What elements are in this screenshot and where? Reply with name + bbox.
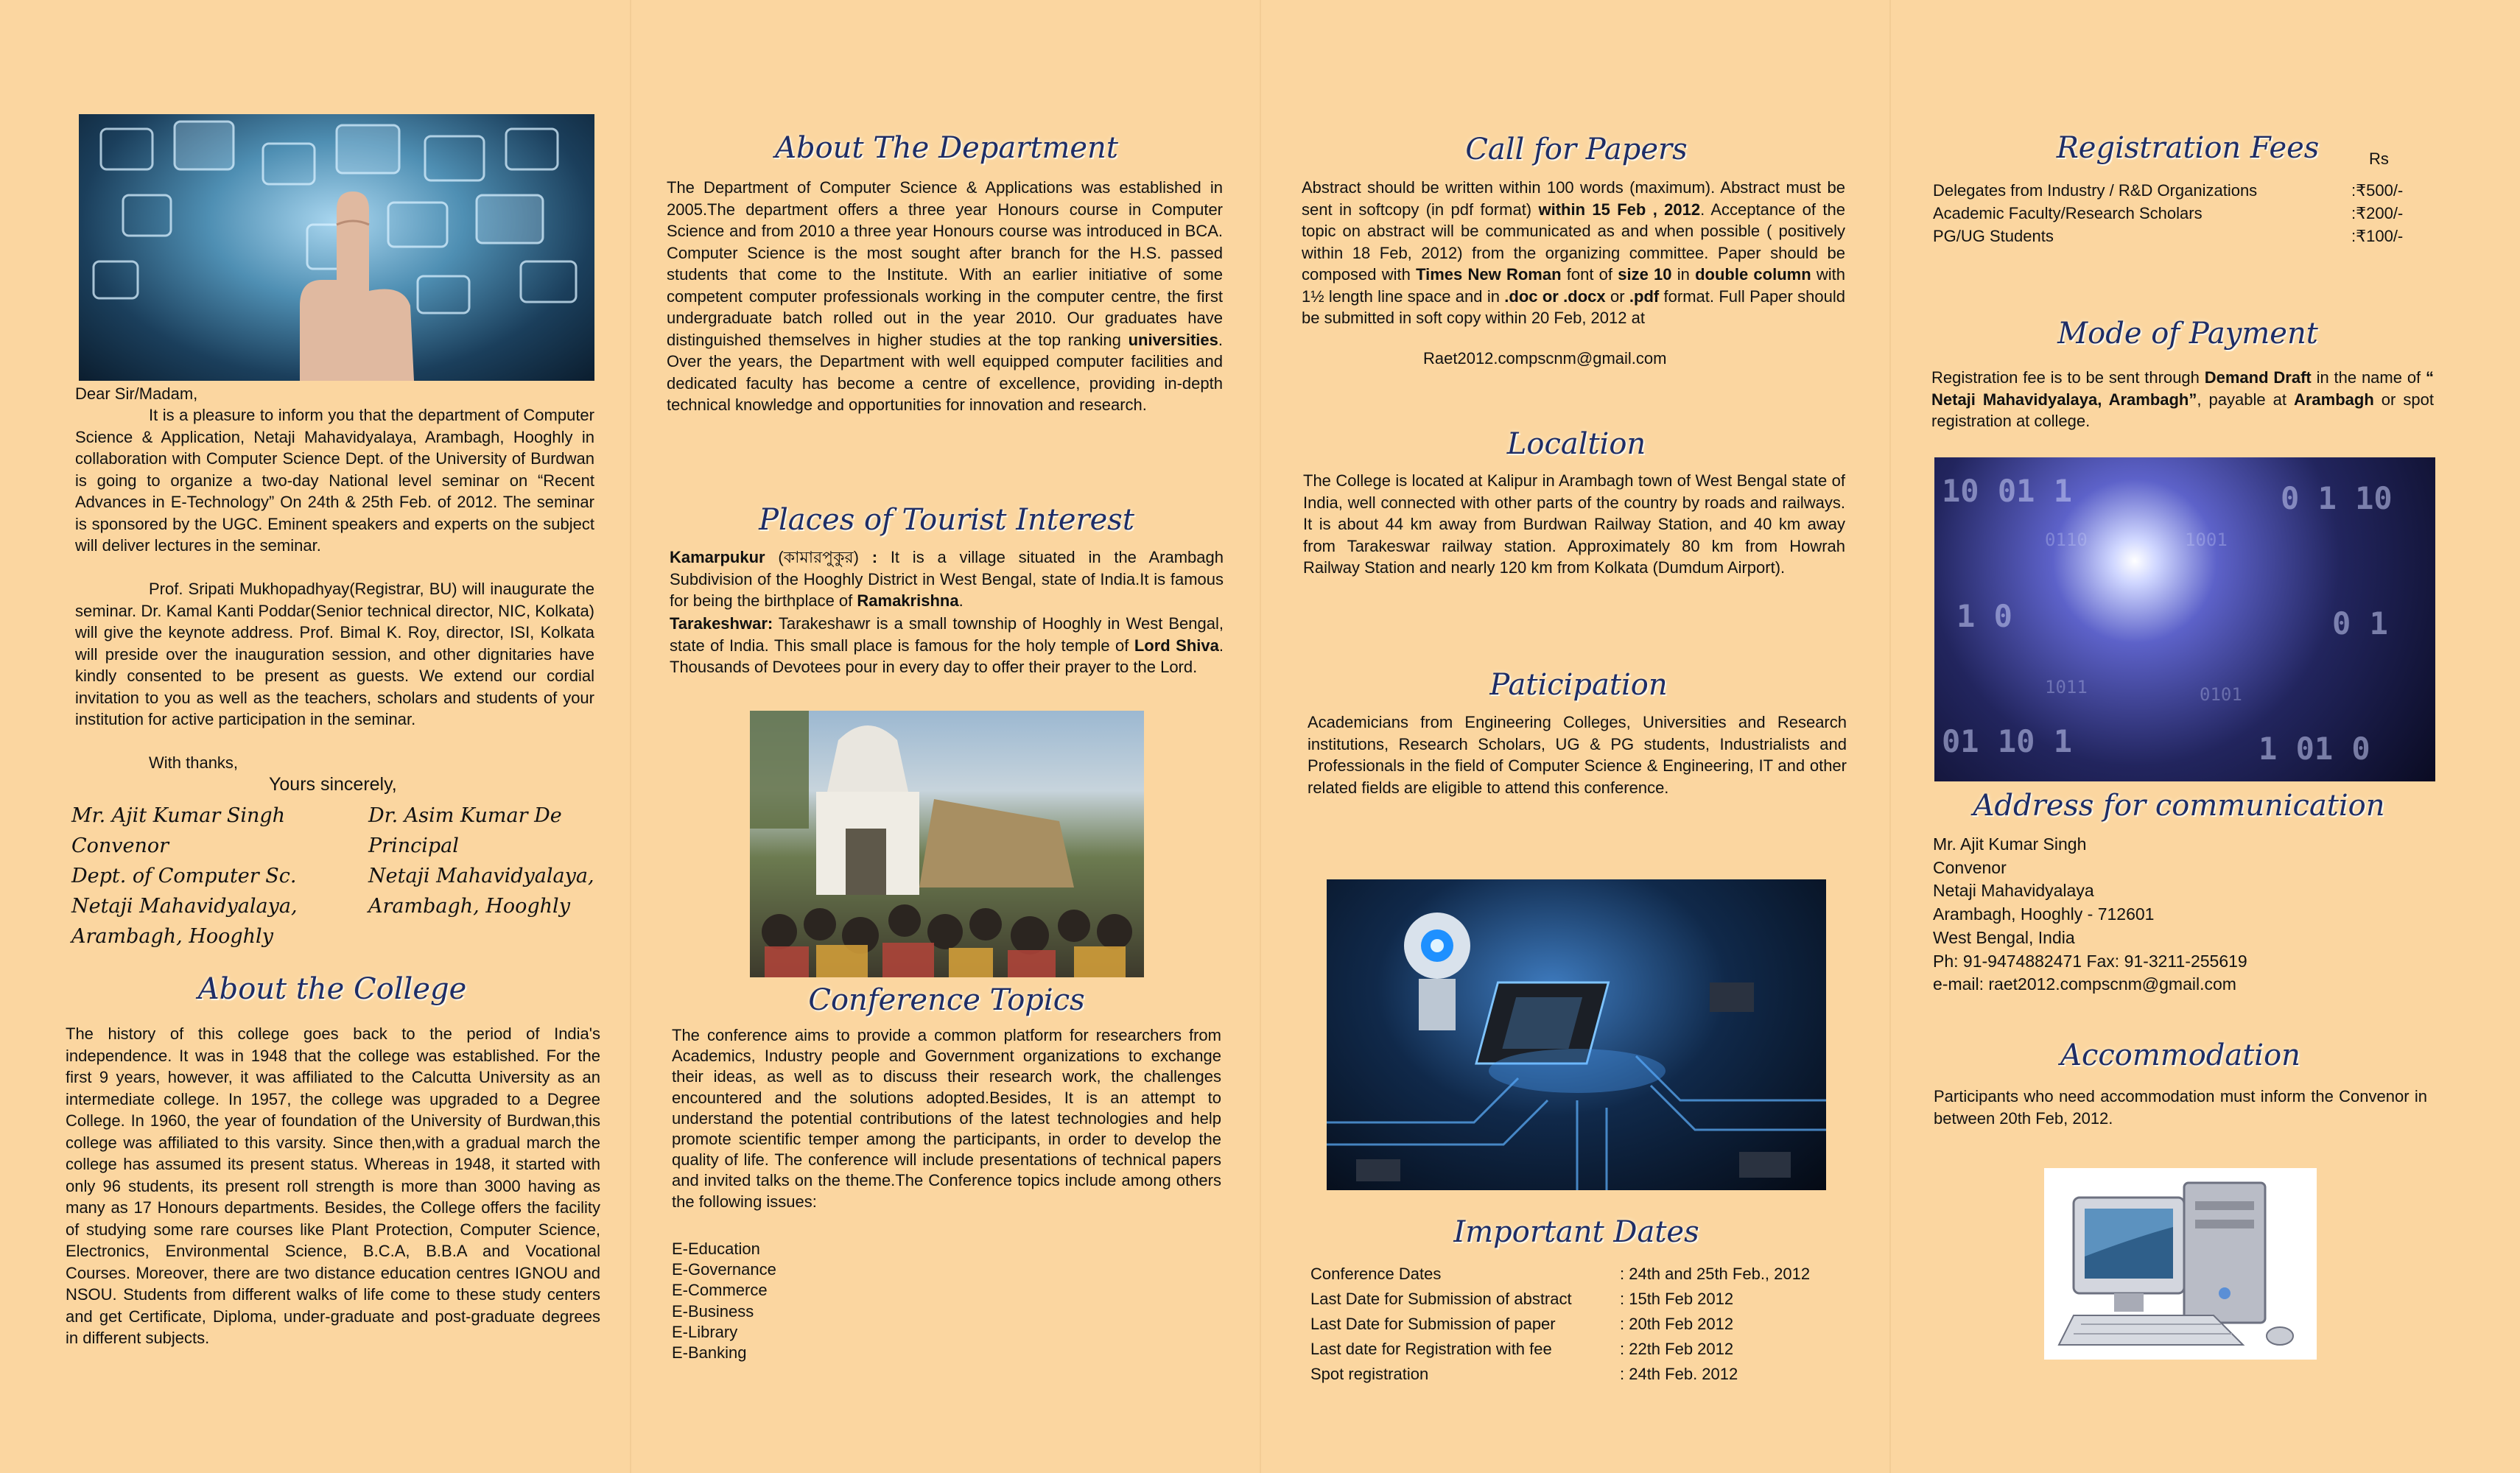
sig-right-name: Dr. Asim Kumar De	[368, 804, 562, 827]
topic-item: E-Education	[672, 1240, 760, 1258]
letter-closing: Yours sincerely,	[269, 774, 397, 795]
location-text: The College is located at Kalipur in Arambagh town of West Bengal state of India, well connected with other parts of the country by roads and railways. It is about 44 km away from Burdwan Railway Station, and 40 km away from Tarakeswar railway station. Approximately 80 km from Howrah Railway Station and nearly 120 km from Kolkata (Dumdum Airport).	[1303, 471, 1845, 577]
svg-text:01 10 1: 01 10 1	[1942, 723, 2073, 759]
signature-convenor	[71, 801, 366, 952]
address-line: Mr. Ajit Kumar Singh	[1933, 834, 2087, 854]
topic-item: E-Commerce	[672, 1281, 768, 1300]
sig-right-college: Netaji Mahavidyalaya,	[368, 865, 594, 887]
date-row-value: : 24th Feb. 2012	[1620, 1365, 1738, 1383]
papers-b1: within 15 Feb , 2012	[1538, 200, 1701, 219]
address-email[interactable]: e-mail: raet2012.compscnm@gmail.com	[1933, 974, 2236, 994]
papers-b2: Times New Roman	[1416, 265, 1562, 284]
department-text-b: . Over the years, the Department with well equipped computer facilities and dedicated faculty has become a centre of excellence, providing in-depth technical knowledge and opportunities for innovation and research.	[667, 330, 1223, 414]
letter-thanks: With thanks,	[149, 753, 239, 772]
sig-left-college: Netaji Mahavidyalaya,	[71, 895, 298, 918]
papers-text	[1302, 177, 1845, 329]
date-row-value: : 22th Feb 2012	[1620, 1340, 1734, 1358]
payment-t1: Registration fee is to be sent through	[1931, 368, 2205, 387]
fold-line	[630, 0, 631, 1473]
payment-t2: in the name of	[2311, 368, 2426, 387]
date-row	[1310, 1340, 1552, 1359]
svg-text:1 01 0: 1 01 0	[2258, 731, 2370, 767]
fee-label: Academic Faculty/Research Scholars	[1933, 204, 2203, 222]
payment-text	[1931, 367, 2434, 432]
date-row	[1310, 1365, 1428, 1384]
location-heading: Localtion	[1506, 427, 1646, 461]
tarakeshwar-body: Tarakeshawr is a small township of Hooghly in West Bengal, state of India. This small place is famous for the holy temple of	[670, 614, 1224, 655]
svg-text:0101: 0101	[2200, 684, 2242, 705]
svg-text:0 1 10: 0 1 10	[2281, 480, 2393, 516]
date-label: Spot registration	[1310, 1365, 1429, 1383]
svg-text:0 1: 0 1	[2332, 605, 2388, 641]
papers-t5: with 1½ length line space and in	[1302, 265, 1845, 306]
sig-left-role: Convenor	[71, 834, 169, 857]
address-heading: Address for communication	[1973, 789, 2385, 823]
svg-text:0110: 0110	[2045, 530, 2088, 550]
date-row-value: : 24th and 25th Feb., 2012	[1620, 1265, 1811, 1283]
svg-text:1011: 1011	[2045, 677, 2088, 697]
svg-text:1001: 1001	[2185, 530, 2228, 550]
svg-text:1 0: 1 0	[1956, 598, 2012, 634]
college-heading: About the College	[197, 972, 467, 1006]
signature-principal	[368, 801, 619, 921]
papers-t6: or	[1605, 286, 1629, 306]
payment-heading: Mode of Payment	[2057, 317, 2318, 351]
kamarpukur-bengali: (কামারপুকুর)	[778, 548, 859, 566]
accommodation-heading: Accommodation	[2060, 1038, 2300, 1072]
letter-greeting: Dear Sir/Madam,	[75, 384, 198, 403]
papers-b6: .pdf	[1629, 286, 1660, 306]
address-line: Convenor	[1933, 857, 2007, 877]
date-row-value: : 20th Feb 2012	[1620, 1315, 1734, 1333]
fold-line	[1260, 0, 1261, 1473]
papers-b3: size 10	[1618, 265, 1672, 284]
topic-item: E-Library	[672, 1322, 738, 1341]
date-label: Last Date for Submission of paper	[1310, 1315, 1556, 1333]
papers-t1: Abstract should be written within 100 words (maximum). Abstract must be sent in softcopy (in pdf format)	[1302, 178, 1845, 219]
college-text: The history of this college goes back to the period of India's independence. It was in 1948 that the college was established. For the first 9 years, however, it was affiliated to the Calcutta University as an intermediate college. In 1957, the college was upgraded to a Degree College. In 1960, the year of foundation of the University of Burdwan,this college was affiliated to this varsity. Since then,with a gradual march the college has assumed its present status. Whereas in 1948, it started with only 96 students, its present roll strength is more than 3000 having as many as 17 Honours departments. Besides, the College offers the facility of studying some rare courses like Plant Protection, Computer Science, Electronics, Environmental Science, B.C.A, B.B.A and Vocational Courses. Moreover, there are two distance education centres IGNOU and NSOU. Students from different walks of life come to these study centers and get Certificate, Diploma, under-graduate and post-graduate degrees in different subjects.	[66, 1024, 600, 1347]
address-line: Ph: 91-9474882471 Fax: 91-3211-255619	[1933, 951, 2247, 971]
tourist-heading: Places of Tourist Interest	[759, 503, 1134, 537]
department-text	[667, 177, 1223, 416]
svg-text:10 01 1: 10 01 1	[1942, 473, 2073, 509]
fee-value: :₹200/-	[2351, 204, 2404, 222]
papers-b4: double column	[1695, 265, 1811, 284]
temple-crowd-photo	[750, 711, 1144, 977]
fold-line	[1889, 0, 1891, 1473]
topic-item: E-Business	[672, 1301, 754, 1321]
letter-paragraph-1: It is a pleasure to inform you that the department of Computer Science & Application, Netaji Mahavidyalaya, Arambagh, Hooghly in collaboration with Computer Science Dept. of the University of Burdwan is going to organize a two-day National level seminar on “Recent Advances in E-Technology” On 24th & 25th Feb. of 2012. The seminar is sponsored by the UGC. Eminent speakers and experts on the subject will deliver lectures in the seminar.	[75, 406, 594, 555]
fee-value: :₹500/-	[2351, 181, 2404, 200]
payment-b3: Arambagh	[2293, 390, 2374, 409]
dates-heading: Important Dates	[1453, 1215, 1699, 1249]
sig-left-place: Arambagh, Hooghly	[71, 925, 273, 948]
date-row-value: : 15th Feb 2012	[1620, 1290, 1734, 1308]
date-label: Conference Dates	[1310, 1265, 1442, 1283]
participation-heading: Paticipation	[1489, 668, 1668, 702]
letter-paragraph-2: Prof. Sripati Mukhopadhyay(Registrar, BU) will inaugurate the seminar. Dr. Kamal Kanti Poddar(Senior technical director, NIC, Kolkata) will give the keynote address. Prof. Bimal K. Roy, director, ISI, Kolkata will preside over the inauguration session, and other dignitaries have kindly consented to be present as guests. We extend our cordial invitation to you as well as the teachers, scholars and students of your institution for active participation in the seminar.	[75, 580, 594, 728]
papers-b5: .doc or .docx	[1504, 286, 1606, 306]
papers-t4: in	[1671, 265, 1696, 284]
topics-list	[672, 1239, 776, 1363]
department-text-bold: universities	[1128, 330, 1218, 349]
tarakeshwar-bold: Lord Shiva	[1134, 636, 1219, 655]
department-heading: About The Department	[775, 131, 1118, 165]
kamarpukur-label: Kamarpukur	[670, 548, 765, 566]
fees-currency-label: Rs	[2369, 150, 2389, 168]
payment-t3: , payable at	[2197, 390, 2294, 409]
sig-left-name: Mr. Ajit Kumar Singh	[71, 804, 286, 827]
address-block	[1933, 833, 2247, 996]
binary-tunnel-image	[1934, 457, 2435, 781]
topic-item: E-Banking	[672, 1343, 747, 1363]
kamarpukur-colon: :	[858, 548, 891, 566]
tarakeshwar-end: . Thousands of Devotees pour in every day to offer their prayer to the Lord.	[670, 636, 1224, 676]
papers-t3: font of	[1561, 265, 1618, 284]
tarakeshwar-text	[670, 613, 1224, 678]
kamarpukur-body: It is a village situated in the Arambagh Subdivision of the Hooghly District in West Bengal, state of India.It is famous for being the birthplace of	[670, 548, 1224, 610]
participation-text: Academicians from Engineering Colleges, Universities and Research institutions, Research Scholars, UG & PG students, Industrialists and Professionals in the field of Computer Science & Engineering, IT and other related fields are eligible to attend this conference.	[1308, 713, 1847, 797]
payment-b2: “ Netaji Mahavidyalaya, Arambagh”	[1931, 368, 2435, 409]
fee-value: :₹100/-	[2351, 227, 2404, 245]
date-row	[1310, 1315, 1556, 1334]
accommodation-text: Participants who need accommodation must inform the Convenor in between 20th Feb, 2012.	[1934, 1087, 2427, 1128]
sig-right-place: Arambagh, Hooghly	[368, 895, 570, 918]
sig-right-role: Principal	[368, 834, 459, 857]
address-line: Netaji Mahavidyalaya	[1933, 881, 2094, 901]
fee-label: Delegates from Industry / R&D Organizations	[1933, 181, 2258, 200]
date-label: Last Date for Submission of abstract	[1310, 1290, 1572, 1308]
payment-b1: Demand Draft	[2204, 368, 2312, 387]
date-row	[1310, 1265, 1441, 1284]
topic-item: E-Governance	[672, 1260, 776, 1279]
topics-heading: Conference Topics	[808, 983, 1085, 1017]
sig-left-dept: Dept. of Computer Sc.	[71, 865, 297, 887]
date-row	[1310, 1290, 1572, 1309]
tarakeshwar-label: Tarakeshwar:	[670, 614, 773, 633]
department-text-a: The Department of Computer Science & Applications was established in 2005.The department offers a three year Honours course in Computer Science and from 2010 a three year Honours course was introduced in BCA. Computer Science is the most sought after branch for the H.S. passed students that come to the Institute. With an earlier initiative of some competent computer professionals working in the computer centre, the first undergraduate batch rolled out in the year 2010. Our graduates have distinguished themselves in higher studies at the top ranking	[667, 178, 1223, 349]
date-label: Last date for Registration with fee	[1310, 1340, 1552, 1358]
papers-email[interactable]: Raet2012.compscnm@gmail.com	[1423, 349, 1667, 368]
desktop-computer-clipart	[2044, 1168, 2317, 1360]
kamarpukur-bold: Ramakrishna	[857, 591, 959, 610]
topics-text: The conference aims to provide a common platform for researchers from Academics, Industry people and Government organizations to exchange their ideas, as well as to discuss their research work, the challenges encountered and the solutions adopted.Besides, It is an attempt to understand the potential contributions of the latest technologies and help promote scientific temper among the participants, in order to develop the quality of life. The conference will include presentations of technical papers and invited talks on the theme.The Conference topics include among others the following issues:	[672, 1026, 1221, 1211]
circuit-robot-image	[1327, 879, 1826, 1190]
kamarpukur-end: .	[958, 591, 964, 610]
papers-t2: . Acceptance of the topic on abstract will be communicated as and when possible ( positively within 18 Feb, 2012) from the organizing committee. Paper should be composed with	[1302, 200, 1845, 284]
papers-t7: format. Full Paper should be submitted in soft copy within 20 Feb, 2012 at	[1302, 286, 1845, 327]
address-line: West Bengal, India	[1933, 927, 2075, 947]
papers-heading: Call for Papers	[1465, 133, 1688, 166]
address-line: Arambagh, Hooghly - 712601	[1933, 904, 2155, 924]
touchscreen-hand-photo	[79, 114, 594, 381]
fee-label: PG/UG Students	[1933, 227, 2054, 245]
kamarpukur-text	[670, 546, 1224, 612]
payment-t4: or spot registration at college.	[1931, 390, 2434, 430]
fees-heading: Registration Fees	[2056, 131, 2320, 165]
